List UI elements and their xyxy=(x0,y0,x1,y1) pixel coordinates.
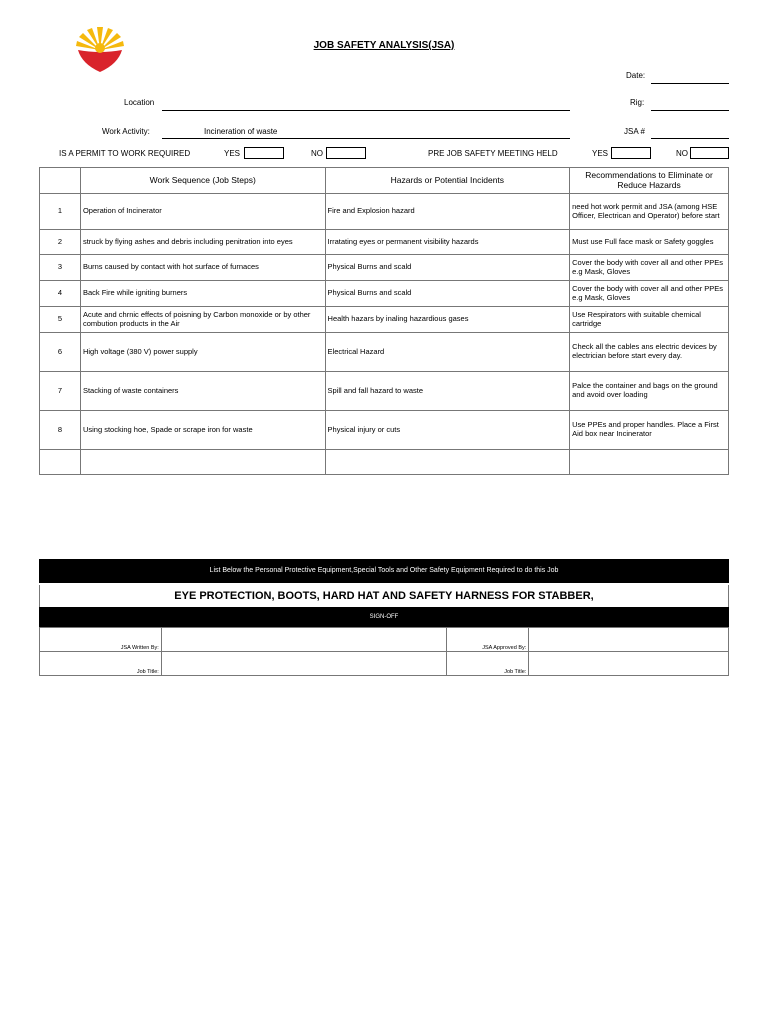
table-row xyxy=(40,230,729,255)
table-row-empty xyxy=(40,450,729,475)
row-recommendation: Cover the body with cover all and other PPEs e.g Mask, Gloves xyxy=(570,255,729,281)
ppe-heading: List Below the Personal Protective Equipment,Special Tools and Other Safety Equipment Required to do this Job xyxy=(39,559,729,583)
row-step: Acute and chrnic effects of poisning by Carbon monoxide or by other combution products in the Air xyxy=(80,307,325,333)
row-number: 2 xyxy=(40,230,81,255)
row-recommendation: need hot work permit and JSA (among HSE Officer, Electrican and Operator) before start xyxy=(570,194,729,230)
job-title-field-2[interactable] xyxy=(529,652,729,676)
date-field[interactable] xyxy=(651,71,729,84)
row-number: 7 xyxy=(40,372,81,411)
row-step: Using stocking hoe, Spade or scrape iron for waste xyxy=(80,411,325,450)
table-row xyxy=(40,281,729,307)
location-label: Location xyxy=(124,98,155,107)
table-row xyxy=(40,255,729,281)
row-recommendation: Palce the container and bags on the ground and avoid over loading xyxy=(570,372,729,411)
meeting-no-label: NO xyxy=(676,149,688,158)
written-by-label: JSA Written By: xyxy=(40,628,162,652)
job-title-field[interactable] xyxy=(161,652,447,676)
jsa-number-label: JSA # xyxy=(624,127,645,136)
date-label: Date: xyxy=(626,71,646,80)
job-title-label: Job Title: xyxy=(40,652,162,676)
work-activity-value: Incineration of waste xyxy=(204,127,278,136)
rig-label: Rig: xyxy=(630,98,645,107)
row-step: High voltage (380 V) power supply xyxy=(80,333,325,372)
table-row xyxy=(40,333,729,372)
row-recommendation: Must use Full face mask or Safety goggles xyxy=(570,230,729,255)
table-row xyxy=(40,411,729,450)
meeting-yes-box[interactable] xyxy=(611,147,651,159)
table-row xyxy=(40,307,729,333)
header-recommendations: Recommendations to Eliminate or Reduce Hazards xyxy=(570,168,729,194)
row-number: 1 xyxy=(40,194,81,230)
row-hazard: Electrical Hazard xyxy=(325,333,570,372)
row-recommendation: Use PPEs and proper handles. Place a First Aid box near Incinerator xyxy=(570,411,729,450)
row-hazard: Fire and Explosion hazard xyxy=(325,194,570,230)
row-step: Operation of Incinerator xyxy=(80,194,325,230)
row-step: Burns caused by contact with hot surface of furnaces xyxy=(80,255,325,281)
empty-cell[interactable] xyxy=(40,450,81,475)
row-hazard: Physical Burns and scald xyxy=(325,281,570,307)
empty-cell[interactable] xyxy=(570,450,729,475)
permit-yes-label: YES xyxy=(224,149,241,158)
job-title-label-2: Job Title: xyxy=(447,652,529,676)
signoff-row xyxy=(40,628,729,652)
row-hazard: Irratating eyes or permanent visibility hazards xyxy=(325,230,570,255)
signoff-row xyxy=(40,652,729,676)
table-row xyxy=(40,194,729,230)
meeting-yes-label: YES xyxy=(592,149,609,158)
empty-cell[interactable] xyxy=(80,450,325,475)
rig-field[interactable] xyxy=(651,98,729,111)
ppe-value: EYE PROTECTION, BOOTS, HARD HAT AND SAFETY HARNESS FOR STABBER, xyxy=(39,585,729,607)
row-hazard: Health hazars by inaling hazardious gases xyxy=(325,307,570,333)
meeting-no-box[interactable] xyxy=(690,147,729,159)
row-step: struck by flying ashes and debris including penitration into eyes xyxy=(80,230,325,255)
row-step: Back Fire while igniting burners xyxy=(80,281,325,307)
row-hazard: Physical injury or cuts xyxy=(325,411,570,450)
jsa-number-field[interactable] xyxy=(651,126,729,139)
page-title: JOB SAFETY ANALYSIS(JSA) xyxy=(313,40,455,51)
empty-cell[interactable] xyxy=(325,450,570,475)
row-number: 8 xyxy=(40,411,81,450)
row-number: 4 xyxy=(40,281,81,307)
row-hazard: Physical Burns and scald xyxy=(325,255,570,281)
row-number: 5 xyxy=(40,307,81,333)
header-work-sequence: Work Sequence (Job Steps) xyxy=(80,168,325,194)
meeting-label: PRE JOB SAFETY MEETING HELD xyxy=(428,149,558,158)
written-by-field[interactable] xyxy=(161,628,447,652)
header-hazards: Hazards or Potential Incidents xyxy=(325,168,570,194)
row-hazard: Spill and fall hazard to waste xyxy=(325,372,570,411)
signoff-heading: SIGN-OFF xyxy=(39,607,729,627)
row-recommendation: Use Respirators with suitable chemical cartridge xyxy=(570,307,729,333)
work-activity-label: Work Activity: xyxy=(102,127,150,136)
table-header-row xyxy=(40,168,729,194)
header-number xyxy=(40,168,81,194)
permit-yes-box[interactable] xyxy=(244,147,284,159)
row-recommendation: Cover the body with cover all and other PPEs e.g Mask, Gloves xyxy=(570,281,729,307)
row-number: 6 xyxy=(40,333,81,372)
row-recommendation: Check all the cables ans electric devices by electrician before start every day. xyxy=(570,333,729,372)
signoff-table xyxy=(39,627,729,676)
permit-no-label: NO xyxy=(311,149,323,158)
permit-no-box[interactable] xyxy=(326,147,366,159)
row-step: Stacking of waste containers xyxy=(80,372,325,411)
row-number: 3 xyxy=(40,255,81,281)
approved-by-field[interactable] xyxy=(529,628,729,652)
location-field[interactable] xyxy=(162,98,570,111)
permit-label: IS A PERMIT TO WORK REQUIRED xyxy=(59,149,191,158)
table-row xyxy=(40,372,729,411)
jsa-table xyxy=(39,167,729,475)
approved-by-label: JSA Approved By: xyxy=(447,628,529,652)
